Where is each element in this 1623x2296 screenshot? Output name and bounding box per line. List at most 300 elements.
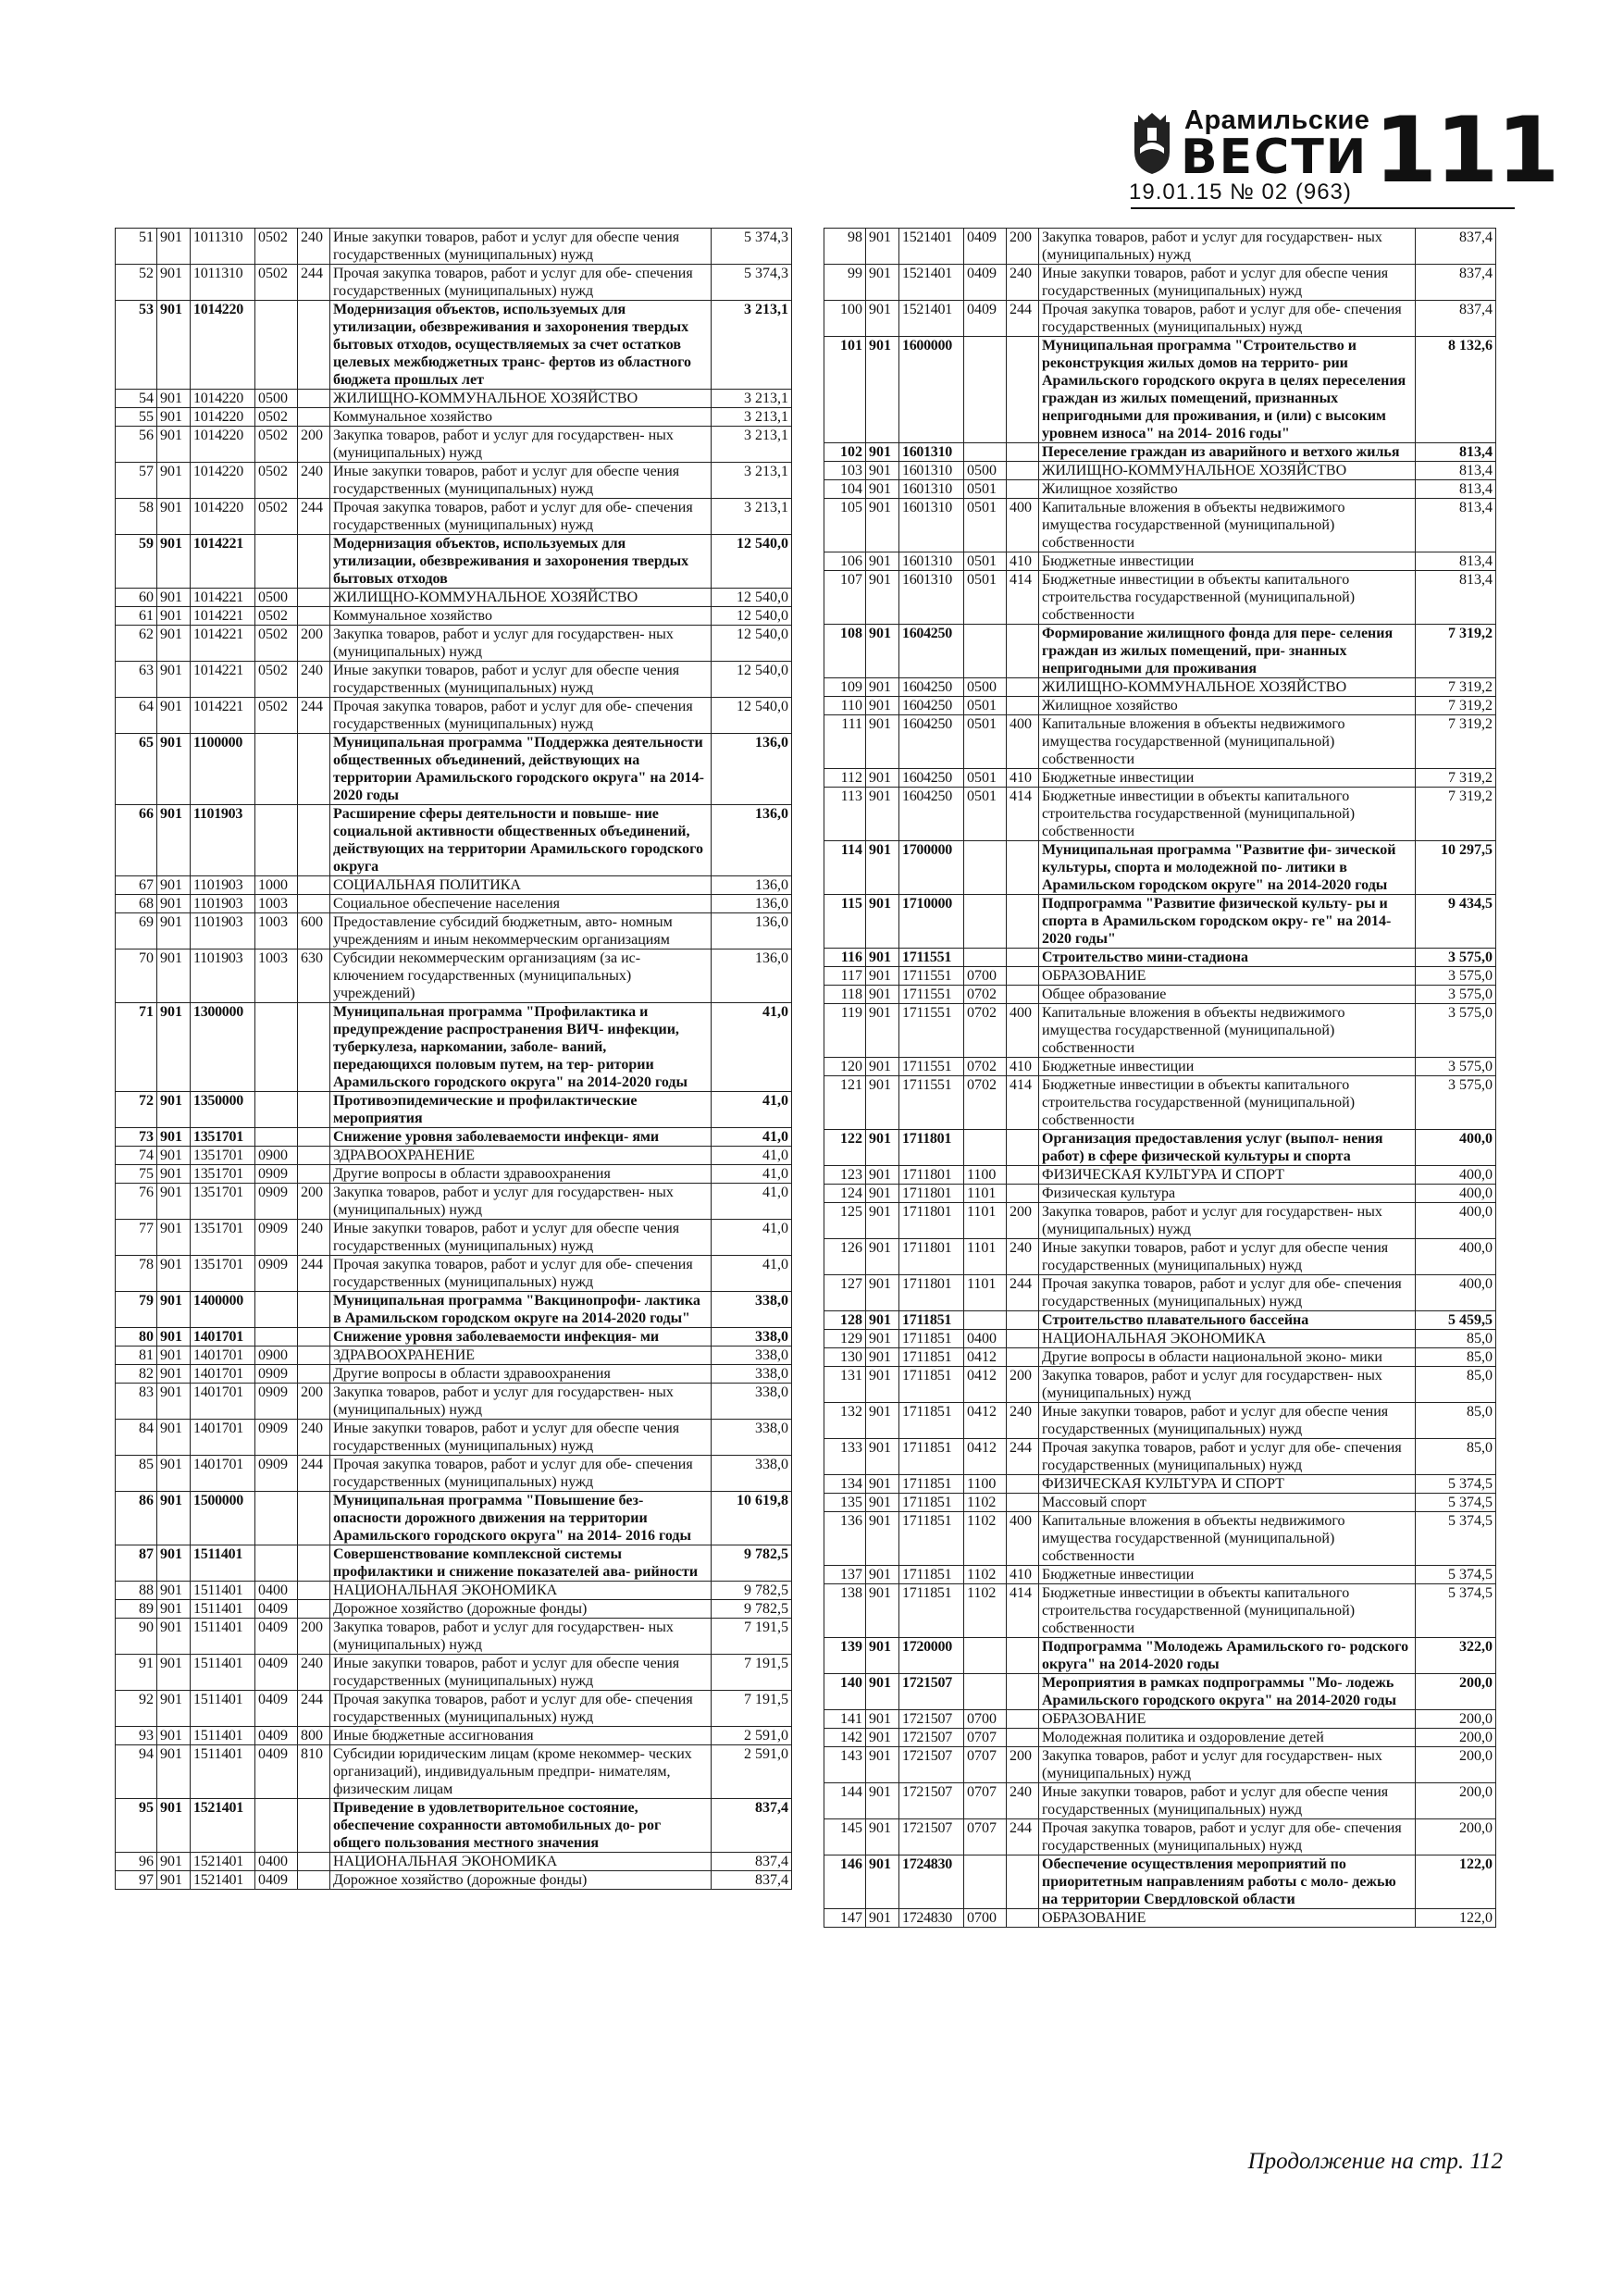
amount-cell: 837,4 <box>712 1853 792 1871</box>
item-name-cell: Прочая закупка товаров, работ и услуг для обе- спечения государственных (муниципальных) нужд <box>330 265 712 301</box>
row-number-cell: 110 <box>824 697 866 715</box>
ministry-code-cell: 901 <box>157 1655 191 1691</box>
target-code-cell: 1511401 <box>191 1619 255 1655</box>
expense-type-cell: 244 <box>298 265 330 301</box>
target-code-cell: 1101903 <box>191 949 255 1003</box>
row-number-cell: 56 <box>116 427 157 463</box>
item-name-cell: Организация предоставления услуг (выпол- нения работ) в сфере физической культуры и спорта <box>1039 1130 1416 1166</box>
amount-cell: 200,0 <box>1416 1710 1496 1729</box>
table-row <box>824 1130 1496 1166</box>
target-code-cell: 1711851 <box>899 1311 964 1330</box>
table-row <box>116 1147 792 1165</box>
expense-type-cell <box>298 1147 330 1165</box>
table-row <box>824 1729 1496 1747</box>
row-number-cell: 141 <box>824 1710 866 1729</box>
amount-cell: 136,0 <box>712 949 792 1003</box>
expense-type-cell <box>1007 1166 1039 1185</box>
row-number-cell: 130 <box>824 1348 866 1367</box>
item-name-cell: Прочая закупка товаров, работ и услуг для обе- спечения государственных (муниципальных) нужд <box>330 698 712 734</box>
section-code-cell <box>255 1799 298 1853</box>
row-number-cell: 79 <box>116 1292 157 1328</box>
ministry-code-cell: 901 <box>157 949 191 1003</box>
ministry-code-cell: 901 <box>157 1727 191 1745</box>
target-code-cell: 1101903 <box>191 876 255 895</box>
target-code-cell: 1604250 <box>899 715 964 769</box>
ministry-code-cell: 901 <box>157 229 191 265</box>
item-name-cell: ЖИЛИЩНО-КОММУНАЛЬНОЕ ХОЗЯЙСТВО <box>330 390 712 408</box>
row-number-cell: 61 <box>116 607 157 626</box>
row-number-cell: 103 <box>824 462 866 480</box>
row-number-cell: 90 <box>116 1619 157 1655</box>
item-name-cell: Переселение граждан из аварийного и ветхого жилья <box>1039 443 1416 462</box>
item-name-cell: Муниципальная программа "Развитие фи- зической культуры, спорта и молодежной по- литики в Арамильском городском округе" на 2014-2020 годы <box>1039 841 1416 895</box>
row-number-cell: 69 <box>116 913 157 949</box>
target-code-cell: 1711551 <box>899 986 964 1004</box>
expense-type-cell: 244 <box>1007 1439 1039 1475</box>
expense-type-cell <box>298 734 330 805</box>
amount-cell: 3 575,0 <box>1416 1076 1496 1130</box>
amount-cell: 837,4 <box>1416 301 1496 337</box>
table-row <box>824 301 1496 337</box>
section-code-cell: 1102 <box>964 1494 1007 1512</box>
ministry-code-cell: 901 <box>866 1475 899 1494</box>
section-code-cell: 0900 <box>255 1347 298 1365</box>
ministry-code-cell: 901 <box>866 1566 899 1584</box>
expense-type-cell: 244 <box>298 1691 330 1727</box>
section-code-cell <box>964 1311 1007 1330</box>
expense-type-cell <box>1007 986 1039 1004</box>
table-row <box>824 1239 1496 1275</box>
expense-type-cell <box>1007 1710 1039 1729</box>
row-number-cell: 91 <box>116 1655 157 1691</box>
expense-type-cell: 410 <box>1007 552 1039 571</box>
table-row <box>116 895 792 913</box>
ministry-code-cell: 901 <box>157 1745 191 1799</box>
section-code-cell: 0502 <box>255 463 298 499</box>
amount-cell: 3 575,0 <box>1416 1004 1496 1058</box>
section-code-cell <box>255 535 298 589</box>
row-number-cell: 147 <box>824 1909 866 1928</box>
ministry-code-cell: 901 <box>157 1184 191 1220</box>
table-row <box>824 1494 1496 1512</box>
row-number-cell: 146 <box>824 1855 866 1909</box>
item-name-cell: Совершенствование комплексной системы профилактики и снижение показателей ава- рийности <box>330 1545 712 1582</box>
amount-cell: 9 434,5 <box>1416 895 1496 949</box>
amount-cell: 41,0 <box>712 1256 792 1292</box>
ministry-code-cell: 901 <box>157 1871 191 1890</box>
table-row <box>116 1727 792 1745</box>
section-code-cell <box>255 1128 298 1147</box>
ministry-code-cell: 901 <box>866 1058 899 1076</box>
target-code-cell: 1711551 <box>899 949 964 967</box>
row-number-cell: 114 <box>824 841 866 895</box>
page-number: 111 <box>1374 98 1558 204</box>
section-code-cell: 1003 <box>255 949 298 1003</box>
item-name-cell: Закупка товаров, работ и услуг для государствен- ных (муниципальных) нужд <box>1039 1367 1416 1403</box>
target-code-cell: 1604250 <box>899 769 964 788</box>
target-code-cell: 1521401 <box>899 265 964 301</box>
item-name-cell: Субсидии некоммерческим организациям (за ис- ключением государственных (муниципальных) учреждений) <box>330 949 712 1003</box>
amount-cell: 813,4 <box>1416 552 1496 571</box>
item-name-cell: Закупка товаров, работ и услуг для государствен- ных (муниципальных) нужд <box>1039 1203 1416 1239</box>
masthead <box>1129 98 1558 205</box>
row-number-cell: 99 <box>824 265 866 301</box>
target-code-cell: 1011310 <box>191 265 255 301</box>
table-row <box>824 949 1496 967</box>
table-row <box>824 1311 1496 1330</box>
expense-type-cell <box>298 1853 330 1871</box>
item-name-cell: ЖИЛИЩНО-КОММУНАЛЬНОЕ ХОЗЯЙСТВО <box>1039 462 1416 480</box>
amount-cell: 85,0 <box>1416 1403 1496 1439</box>
amount-cell: 10 297,5 <box>1416 841 1496 895</box>
table-row <box>824 1747 1496 1783</box>
table-row <box>116 1256 792 1292</box>
target-code-cell: 1014221 <box>191 698 255 734</box>
target-code-cell: 1711851 <box>899 1330 964 1348</box>
amount-cell: 813,4 <box>1416 443 1496 462</box>
expense-type-cell <box>1007 1311 1039 1330</box>
table-row <box>116 1853 792 1871</box>
table-row <box>116 1384 792 1420</box>
target-code-cell: 1711801 <box>899 1185 964 1203</box>
amount-cell: 5 374,5 <box>1416 1566 1496 1584</box>
section-code-cell: 0412 <box>964 1403 1007 1439</box>
target-code-cell: 1604250 <box>899 678 964 697</box>
target-code-cell: 1721507 <box>899 1747 964 1783</box>
row-number-cell: 142 <box>824 1729 866 1747</box>
item-name-cell: Муниципальная программа "Поддержка деятельности общественных объединений, действующих на территории Арамильского городского округа" на 2014-2020 годы <box>330 734 712 805</box>
ministry-code-cell: 901 <box>866 769 899 788</box>
target-code-cell: 1711851 <box>899 1584 964 1638</box>
ministry-code-cell: 901 <box>157 805 191 876</box>
item-name-cell: Закупка товаров, работ и услуг для государствен- ных (муниципальных) нужд <box>330 626 712 662</box>
section-code-cell: 0707 <box>964 1747 1007 1783</box>
amount-cell: 338,0 <box>712 1365 792 1384</box>
amount-cell: 7 319,2 <box>1416 678 1496 697</box>
item-name-cell: Дорожное хозяйство (дорожные фонды) <box>330 1600 712 1619</box>
table-row <box>116 390 792 408</box>
item-name-cell: Прочая закупка товаров, работ и услуг для обе- спечения государственных (муниципальных) нужд <box>330 499 712 535</box>
table-row <box>824 788 1496 841</box>
section-code-cell: 0409 <box>964 229 1007 265</box>
item-name-cell: Коммунальное хозяйство <box>330 607 712 626</box>
item-name-cell: Бюджетные инвестиции <box>1039 769 1416 788</box>
section-code-cell: 0502 <box>255 698 298 734</box>
target-code-cell: 1521401 <box>899 301 964 337</box>
target-code-cell: 1604250 <box>899 697 964 715</box>
item-name-cell: Капитальные вложения в объекты недвижимого имущества государственной (муниципальной) собственности <box>1039 499 1416 552</box>
table-row <box>824 715 1496 769</box>
ministry-code-cell: 901 <box>866 1076 899 1130</box>
row-number-cell: 58 <box>116 499 157 535</box>
ministry-code-cell: 901 <box>866 697 899 715</box>
expense-type-cell <box>298 1582 330 1600</box>
target-code-cell: 1014220 <box>191 301 255 390</box>
target-code-cell: 1711551 <box>899 1058 964 1076</box>
table-row <box>116 805 792 876</box>
section-code-cell: 0412 <box>964 1439 1007 1475</box>
expense-type-cell <box>1007 443 1039 462</box>
ministry-code-cell: 901 <box>157 662 191 698</box>
section-code-cell <box>255 1492 298 1545</box>
section-code-cell: 0707 <box>964 1783 1007 1819</box>
table-row <box>824 443 1496 462</box>
row-number-cell: 119 <box>824 1004 866 1058</box>
publication-name-small: Арамильские <box>1184 105 1370 135</box>
expense-type-cell: 240 <box>298 1220 330 1256</box>
expense-type-cell: 414 <box>1007 788 1039 841</box>
item-name-cell: Иные бюджетные ассигнования <box>330 1727 712 1745</box>
section-code-cell: 0700 <box>964 1909 1007 1928</box>
row-number-cell: 77 <box>116 1220 157 1256</box>
target-code-cell: 1014221 <box>191 607 255 626</box>
ministry-code-cell: 901 <box>866 895 899 949</box>
target-code-cell: 1601310 <box>899 552 964 571</box>
target-code-cell: 1101903 <box>191 805 255 876</box>
item-name-cell: Прочая закупка товаров, работ и услуг для обе- спечения государственных (муниципальных) нужд <box>330 1256 712 1292</box>
row-number-cell: 62 <box>116 626 157 662</box>
row-number-cell: 115 <box>824 895 866 949</box>
section-code-cell: 0502 <box>255 229 298 265</box>
continuation-note: Продолжение на стр. 112 <box>1247 2149 1503 2174</box>
item-name-cell: Противоэпидемические и профилактические мероприятия <box>330 1092 712 1128</box>
target-code-cell: 1500000 <box>191 1492 255 1545</box>
target-code-cell: 1351701 <box>191 1184 255 1220</box>
ministry-code-cell: 901 <box>866 229 899 265</box>
amount-cell: 12 540,0 <box>712 535 792 589</box>
table-row <box>116 1003 792 1092</box>
section-code-cell: 0409 <box>255 1655 298 1691</box>
table-row <box>824 1275 1496 1311</box>
amount-cell: 5 374,5 <box>1416 1512 1496 1566</box>
amount-cell: 7 319,2 <box>1416 697 1496 715</box>
section-code-cell: 0501 <box>964 571 1007 625</box>
amount-cell: 2 591,0 <box>712 1745 792 1799</box>
row-number-cell: 100 <box>824 301 866 337</box>
expense-type-cell <box>1007 480 1039 499</box>
expense-type-cell: 240 <box>298 229 330 265</box>
target-code-cell: 1401701 <box>191 1328 255 1347</box>
row-number-cell: 105 <box>824 499 866 552</box>
expense-type-cell: 200 <box>1007 1367 1039 1403</box>
item-name-cell: Подпрограмма "Развитие физической культу- ры и спорта в Арамильском городском окру- ге" на 2014-2020 годы" <box>1039 895 1416 949</box>
amount-cell: 41,0 <box>712 1128 792 1147</box>
expense-type-cell: 200 <box>1007 229 1039 265</box>
amount-cell: 200,0 <box>1416 1747 1496 1783</box>
table-row <box>824 1475 1496 1494</box>
section-code-cell: 0409 <box>255 1727 298 1745</box>
section-code-cell: 0900 <box>255 1147 298 1165</box>
target-code-cell: 1710000 <box>899 895 964 949</box>
target-code-cell: 1711851 <box>899 1494 964 1512</box>
expense-type-cell: 810 <box>298 1745 330 1799</box>
ministry-code-cell: 901 <box>157 1853 191 1871</box>
target-code-cell: 1711801 <box>899 1203 964 1239</box>
section-code-cell <box>255 1545 298 1582</box>
amount-cell: 7 191,5 <box>712 1655 792 1691</box>
item-name-cell: Мероприятия в рамках подпрограммы "Мо- лодежь Арамильского городского округа" на 2014-2020 годы <box>1039 1674 1416 1710</box>
item-name-cell: Предоставление субсидий бюджетным, авто- номным учреждениям и иным некоммерческим организациям <box>330 913 712 949</box>
ministry-code-cell: 901 <box>157 408 191 427</box>
row-number-cell: 133 <box>824 1439 866 1475</box>
item-name-cell: Закупка товаров, работ и услуг для государствен- ных (муниципальных) нужд <box>1039 1747 1416 1783</box>
ministry-code-cell: 901 <box>866 1203 899 1239</box>
table-row <box>824 1566 1496 1584</box>
amount-cell: 136,0 <box>712 913 792 949</box>
amount-cell: 12 540,0 <box>712 589 792 607</box>
table-row <box>824 1367 1496 1403</box>
table-row <box>824 967 1496 986</box>
row-number-cell: 102 <box>824 443 866 462</box>
ministry-code-cell: 901 <box>157 1328 191 1347</box>
ministry-code-cell: 901 <box>866 1004 899 1058</box>
expense-type-cell: 200 <box>298 1619 330 1655</box>
expense-type-cell <box>1007 1494 1039 1512</box>
amount-cell: 41,0 <box>712 1184 792 1220</box>
ministry-code-cell: 901 <box>866 1403 899 1439</box>
section-code-cell: 0707 <box>964 1819 1007 1855</box>
expense-type-cell <box>1007 1475 1039 1494</box>
table-row <box>116 1165 792 1184</box>
row-number-cell: 128 <box>824 1311 866 1330</box>
target-code-cell: 1014220 <box>191 427 255 463</box>
amount-cell: 3 213,1 <box>712 390 792 408</box>
target-code-cell: 1711801 <box>899 1275 964 1311</box>
ministry-code-cell: 901 <box>866 1185 899 1203</box>
item-name-cell: Другие вопросы в области здравоохранения <box>330 1165 712 1184</box>
expense-type-cell: 240 <box>298 662 330 698</box>
section-code-cell: 0409 <box>964 265 1007 301</box>
amount-cell: 7 191,5 <box>712 1691 792 1727</box>
item-name-cell: Социальное обеспечение населения <box>330 895 712 913</box>
amount-cell: 9 782,5 <box>712 1582 792 1600</box>
row-number-cell: 83 <box>116 1384 157 1420</box>
ministry-code-cell: 901 <box>157 1492 191 1545</box>
table-row <box>116 1328 792 1347</box>
ministry-code-cell: 901 <box>866 443 899 462</box>
table-row <box>824 229 1496 265</box>
ministry-code-cell: 901 <box>157 1347 191 1365</box>
ministry-code-cell: 901 <box>866 1747 899 1783</box>
ministry-code-cell: 901 <box>157 499 191 535</box>
amount-cell: 813,4 <box>1416 571 1496 625</box>
item-name-cell: Капитальные вложения в объекты недвижимого имущества государственной (муниципальной) собственности <box>1039 715 1416 769</box>
section-code-cell: 0909 <box>255 1256 298 1292</box>
expense-type-cell <box>1007 678 1039 697</box>
section-code-cell: 0500 <box>255 390 298 408</box>
target-code-cell: 1711551 <box>899 1076 964 1130</box>
row-number-cell: 138 <box>824 1584 866 1638</box>
section-code-cell: 1102 <box>964 1566 1007 1584</box>
ministry-code-cell: 901 <box>157 1147 191 1165</box>
section-code-cell <box>964 895 1007 949</box>
expense-type-cell <box>1007 1130 1039 1166</box>
ministry-code-cell: 901 <box>866 1311 899 1330</box>
expense-type-cell <box>1007 1330 1039 1348</box>
ministry-code-cell: 901 <box>866 1166 899 1185</box>
amount-cell: 338,0 <box>712 1384 792 1420</box>
item-name-cell: Снижение уровня заболеваемости инфекция- ми <box>330 1328 712 1347</box>
expense-type-cell <box>1007 1855 1039 1909</box>
target-code-cell: 1014221 <box>191 535 255 589</box>
target-code-cell: 1511401 <box>191 1600 255 1619</box>
table-row <box>824 697 1496 715</box>
table-row <box>824 462 1496 480</box>
item-name-cell: Прочая закупка товаров, работ и услуг для обе- спечения государственных (муниципальных) нужд <box>1039 1819 1416 1855</box>
target-code-cell: 1711851 <box>899 1439 964 1475</box>
target-code-cell: 1721507 <box>899 1729 964 1747</box>
item-name-cell: Иные закупки товаров, работ и услуг для обеспе чения государственных (муниципальных) нужд <box>1039 1239 1416 1275</box>
row-number-cell: 125 <box>824 1203 866 1239</box>
item-name-cell: ФИЗИЧЕСКАЯ КУЛЬТУРА И СПОРТ <box>1039 1166 1416 1185</box>
row-number-cell: 86 <box>116 1492 157 1545</box>
table-row <box>116 408 792 427</box>
amount-cell: 400,0 <box>1416 1130 1496 1166</box>
table-row <box>824 1584 1496 1638</box>
section-code-cell: 1003 <box>255 913 298 949</box>
item-name-cell: ФИЗИЧЕСКАЯ КУЛЬТУРА И СПОРТ <box>1039 1475 1416 1494</box>
target-code-cell: 1350000 <box>191 1092 255 1128</box>
item-name-cell: Формирование жилищного фонда для пере- селения граждан из жилых помещений, при- знанных непригодными для проживания <box>1039 625 1416 678</box>
expense-type-cell: 800 <box>298 1727 330 1745</box>
ministry-code-cell: 901 <box>157 1256 191 1292</box>
ministry-code-cell: 901 <box>866 265 899 301</box>
target-code-cell: 1601310 <box>899 462 964 480</box>
expense-type-cell <box>1007 1638 1039 1674</box>
target-code-cell: 1014220 <box>191 408 255 427</box>
item-name-cell: Прочая закупка товаров, работ и услуг для обе- спечения государственных (муниципальных) нужд <box>1039 1439 1416 1475</box>
item-name-cell: Муниципальная программа "Профилактика и предупреждение распространения ВИЧ- инфекции, туберкулеза, наркомании, заболе- ваний, передающихся половым путем, на тер- ритории Арамильского городского округа" на 2014-2020 годы <box>330 1003 712 1092</box>
item-name-cell: Муниципальная программа "Строительство и реконструкция жилых домов на террито- рии Арамильского городского округа в целях переселения граждан из жилых помещений, признанных непригодными для проживания, и (или) с высоким уровнем износа" на 2014- 2016 годы" <box>1039 337 1416 443</box>
expense-type-cell <box>1007 337 1039 443</box>
row-number-cell: 51 <box>116 229 157 265</box>
target-code-cell: 1351701 <box>191 1128 255 1147</box>
section-code-cell: 0400 <box>255 1853 298 1871</box>
table-row <box>824 552 1496 571</box>
table-row <box>824 1783 1496 1819</box>
expense-type-cell <box>298 1328 330 1347</box>
table-row <box>116 463 792 499</box>
ministry-code-cell: 901 <box>157 1365 191 1384</box>
row-number-cell: 126 <box>824 1239 866 1275</box>
section-code-cell: 0409 <box>255 1619 298 1655</box>
section-code-cell: 0502 <box>255 662 298 698</box>
section-code-cell: 0412 <box>964 1348 1007 1367</box>
expense-type-cell: 240 <box>1007 1239 1039 1275</box>
section-code-cell: 0707 <box>964 1729 1007 1747</box>
amount-cell: 813,4 <box>1416 480 1496 499</box>
amount-cell: 5 459,5 <box>1416 1311 1496 1330</box>
row-number-cell: 129 <box>824 1330 866 1348</box>
amount-cell: 5 374,3 <box>712 265 792 301</box>
ministry-code-cell: 901 <box>157 895 191 913</box>
section-code-cell: 0909 <box>255 1220 298 1256</box>
target-code-cell: 1724830 <box>899 1909 964 1928</box>
target-code-cell: 1601310 <box>899 571 964 625</box>
row-number-cell: 84 <box>116 1420 157 1456</box>
item-name-cell: Строительство мини-стадиона <box>1039 949 1416 967</box>
expense-type-cell: 244 <box>298 1256 330 1292</box>
target-code-cell: 1521401 <box>191 1799 255 1853</box>
table-row <box>116 1545 792 1582</box>
row-number-cell: 89 <box>116 1600 157 1619</box>
amount-cell: 338,0 <box>712 1347 792 1365</box>
amount-cell: 2 591,0 <box>712 1727 792 1745</box>
table-row <box>116 662 792 698</box>
ministry-code-cell: 901 <box>866 1512 899 1566</box>
target-code-cell: 1300000 <box>191 1003 255 1092</box>
section-code-cell: 1101 <box>964 1185 1007 1203</box>
